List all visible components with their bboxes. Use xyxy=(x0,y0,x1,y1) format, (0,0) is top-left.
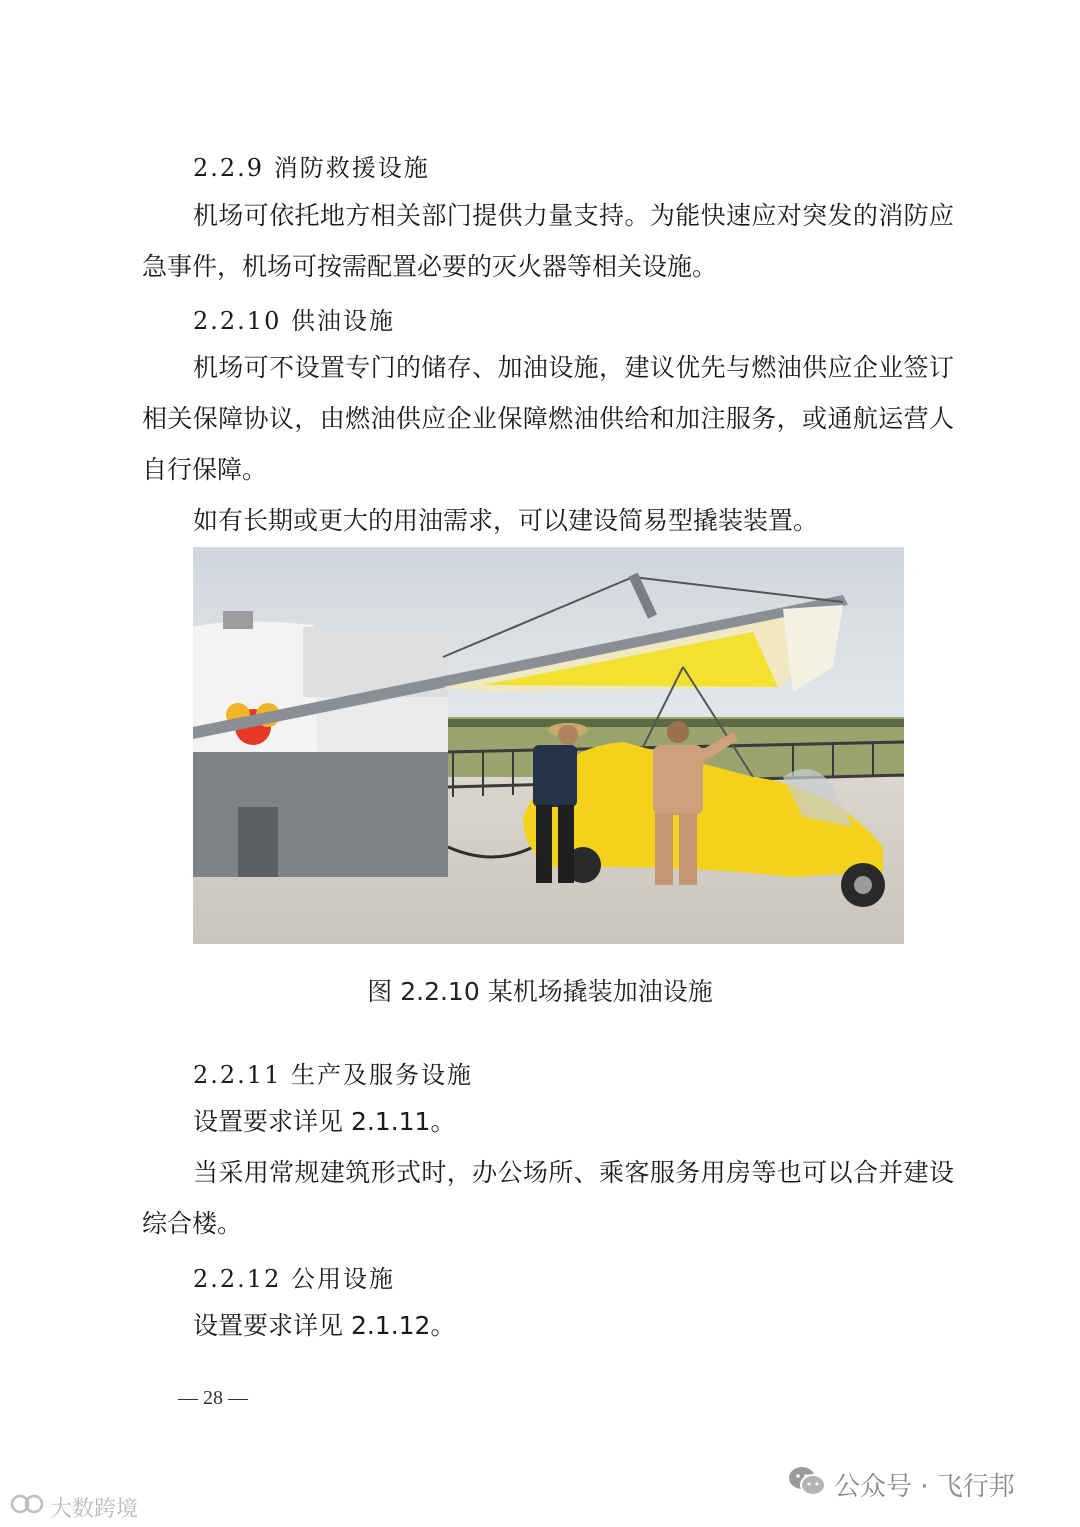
paragraph-fuel-demand: 如有长期或更大的用油需求，可以建设简易型撬装装置。 xyxy=(193,506,819,535)
section-heading-2-2-10: 2.2.10 供油设施 xyxy=(193,307,395,335)
wechat-watermark xyxy=(788,1467,1015,1501)
brand-watermark-text: 大数跨境 xyxy=(50,1496,139,1522)
section-heading-2-2-12: 2.2.12 公用设施 xyxy=(193,1265,395,1293)
figure-photo-skid-fueling xyxy=(193,547,904,944)
page-number: — 28 — xyxy=(178,1387,248,1409)
brand-logo-icon xyxy=(10,1492,46,1522)
wechat-watermark-text: 公众号 · 飞行邦 xyxy=(834,1471,1015,1502)
paragraph-fire-rescue: 机场可依托地方相关部门提供力量支持。为能快速应对突发的消防应急事件，机场可按需配置必要的灭火器等相关设施。 xyxy=(142,201,954,281)
section-heading-2-2-11: 2.2.11 生产及服务设施 xyxy=(193,1061,473,1089)
paragraph-production-reference: 设置要求详见 2.1.11。 xyxy=(193,1107,456,1136)
wechat-icon xyxy=(788,1465,826,1504)
section-heading-2-2-9: 2.2.9 消防救援设施 xyxy=(193,154,430,182)
paragraph-production-combined: 当采用常规建筑形式时，办公场所、乘客服务用房等也可以合并建设综合楼。 xyxy=(142,1158,954,1238)
brand-watermark xyxy=(10,1492,138,1522)
paragraph-utilities-reference: 设置要求详见 2.1.12。 xyxy=(193,1311,456,1340)
paragraph-fuel-supply: 机场可不设置专门的储存、加油设施，建议优先与燃油供应企业签订相关保障协议，由燃油供应企业保障燃油供给和加注服务，或通航运营人自行保障。 xyxy=(142,353,954,484)
figure-caption: 图 2.2.10 某机场撬装加油设施 xyxy=(367,977,713,1006)
